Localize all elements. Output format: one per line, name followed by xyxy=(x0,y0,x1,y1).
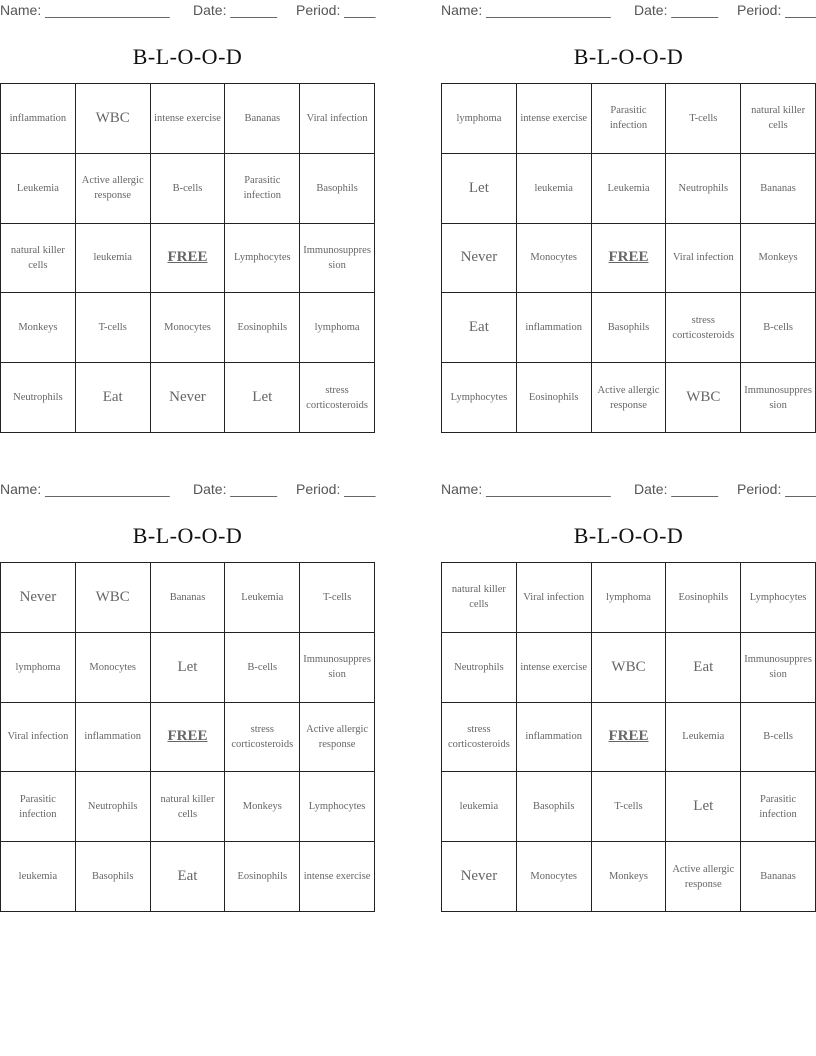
bingo-cell: lymphoma xyxy=(1,633,76,703)
bingo-cell: Monkeys xyxy=(741,224,816,294)
bingo-cell: Lymphocytes xyxy=(225,224,300,294)
card-header xyxy=(441,0,816,22)
bingo-grid xyxy=(0,83,375,433)
bingo-cell: Eat xyxy=(76,363,151,433)
name-field: Name: ________________ xyxy=(441,481,611,497)
card-header xyxy=(0,479,375,501)
bingo-card-3 xyxy=(0,479,376,885)
card-header xyxy=(0,0,375,22)
bingo-cell: Leukemia xyxy=(592,154,667,224)
bingo-cell: Bananas xyxy=(151,563,226,633)
bingo-cell: natural killer cells xyxy=(151,772,226,842)
bingo-cell: Viral infection xyxy=(1,703,76,773)
bingo-grid xyxy=(0,562,375,912)
bingo-cell: Monocytes xyxy=(151,293,226,363)
free-space: FREE xyxy=(592,703,667,773)
bingo-cell: B-cells xyxy=(741,293,816,363)
bingo-cell: Let xyxy=(666,772,741,842)
bingo-cell: Never xyxy=(442,224,517,294)
bingo-cell: leukemia xyxy=(1,842,76,912)
bingo-cell: WBC xyxy=(76,84,151,154)
bingo-cell: leukemia xyxy=(442,772,517,842)
bingo-cell: stress corticosteroids xyxy=(300,363,375,433)
bingo-cell: Eosinophils xyxy=(517,363,592,433)
date-field: Date: ______ xyxy=(634,481,719,497)
bingo-cell: intense exercise xyxy=(151,84,226,154)
bingo-cell: natural killer cells xyxy=(741,84,816,154)
bingo-cell: stress corticosteroids xyxy=(666,293,741,363)
bingo-cell: Monkeys xyxy=(592,842,667,912)
bingo-cell: inflammation xyxy=(76,703,151,773)
bingo-cell: Lymphocytes xyxy=(442,363,517,433)
bingo-cell: Let xyxy=(442,154,517,224)
bingo-cell: Active allergic response xyxy=(300,703,375,773)
period-field: Period: ____ xyxy=(296,481,376,497)
bingo-cell: Eosinophils xyxy=(225,293,300,363)
bingo-cell: Never xyxy=(1,563,76,633)
bingo-cell: Neutrophils xyxy=(442,633,517,703)
bingo-cell: intense exercise xyxy=(517,633,592,703)
bingo-cell: Immunosuppres sion xyxy=(300,633,375,703)
bingo-cell: Never xyxy=(151,363,226,433)
bingo-cell: T-cells xyxy=(300,563,375,633)
bingo-cell: Active allergic response xyxy=(76,154,151,224)
bingo-cell: B-cells xyxy=(151,154,226,224)
free-space: FREE xyxy=(592,224,667,294)
bingo-cell: Bananas xyxy=(741,842,816,912)
bingo-cell: Eosinophils xyxy=(225,842,300,912)
bingo-cell: intense exercise xyxy=(517,84,592,154)
bingo-cell: Parasitic infection xyxy=(592,84,667,154)
bingo-cell: Parasitic infection xyxy=(741,772,816,842)
bingo-cell: WBC xyxy=(592,633,667,703)
bingo-card-1 xyxy=(0,0,376,411)
bingo-cell: natural killer cells xyxy=(442,563,517,633)
bingo-cell: stress corticosteroids xyxy=(225,703,300,773)
bingo-cell: Viral infection xyxy=(517,563,592,633)
bingo-cell: B-cells xyxy=(225,633,300,703)
bingo-cell: leukemia xyxy=(76,224,151,294)
bingo-grid xyxy=(441,83,816,433)
bingo-grid xyxy=(441,562,816,912)
bingo-cell: Monocytes xyxy=(517,224,592,294)
bingo-cell: Viral infection xyxy=(300,84,375,154)
bingo-cell: inflammation xyxy=(1,84,76,154)
bingo-cell: Bananas xyxy=(741,154,816,224)
bingo-cell: Immunosuppres sion xyxy=(741,633,816,703)
card-header xyxy=(441,479,816,501)
bingo-cell: WBC xyxy=(76,563,151,633)
bingo-cell: Leukemia xyxy=(1,154,76,224)
bingo-cell: WBC xyxy=(666,363,741,433)
bingo-card-4 xyxy=(441,479,816,890)
bingo-cell: Basophils xyxy=(592,293,667,363)
bingo-cell: Leukemia xyxy=(225,563,300,633)
bingo-cell: Basophils xyxy=(76,842,151,912)
bingo-cell: Neutrophils xyxy=(76,772,151,842)
bingo-cell: intense exercise xyxy=(300,842,375,912)
bingo-cell: Bananas xyxy=(225,84,300,154)
card-title: B-L-O-O-D xyxy=(573,523,684,548)
bingo-cell: Active allergic response xyxy=(666,842,741,912)
bingo-cell: Active allergic response xyxy=(592,363,667,433)
free-space: FREE xyxy=(151,703,226,773)
bingo-cell: Monocytes xyxy=(517,842,592,912)
bingo-cell: Leukemia xyxy=(666,703,741,773)
name-field: Name: ________________ xyxy=(0,2,170,18)
bingo-cell: Let xyxy=(225,363,300,433)
date-field: Date: ______ xyxy=(193,481,278,497)
bingo-cell: Eat xyxy=(666,633,741,703)
bingo-cell: T-cells xyxy=(592,772,667,842)
bingo-cell: Neutrophils xyxy=(666,154,741,224)
bingo-cell: Lymphocytes xyxy=(300,772,375,842)
date-field: Date: ______ xyxy=(193,2,278,18)
bingo-cell: Monocytes xyxy=(76,633,151,703)
bingo-cell: Basophils xyxy=(517,772,592,842)
bingo-cell: leukemia xyxy=(517,154,592,224)
card-title: B-L-O-O-D xyxy=(132,44,243,69)
bingo-cell: stress corticosteroids xyxy=(442,703,517,773)
name-field: Name: ________________ xyxy=(0,481,170,497)
bingo-cell: Immunosuppres sion xyxy=(300,224,375,294)
bingo-cell: Never xyxy=(442,842,517,912)
date-field: Date: ______ xyxy=(634,2,719,18)
period-field: Period: ____ xyxy=(737,2,816,18)
bingo-cell: natural killer cells xyxy=(1,224,76,294)
bingo-cell: Basophils xyxy=(300,154,375,224)
bingo-cell: inflammation xyxy=(517,293,592,363)
bingo-cell: T-cells xyxy=(76,293,151,363)
bingo-cell: Let xyxy=(151,633,226,703)
period-field: Period: ____ xyxy=(737,481,816,497)
bingo-cell: Lymphocytes xyxy=(741,563,816,633)
card-title: B-L-O-O-D xyxy=(573,44,684,69)
bingo-cell: Monkeys xyxy=(225,772,300,842)
bingo-cell: Eosinophils xyxy=(666,563,741,633)
name-field: Name: ________________ xyxy=(441,2,611,18)
bingo-cell: lymphoma xyxy=(592,563,667,633)
bingo-cell: lymphoma xyxy=(442,84,517,154)
bingo-cell: Eat xyxy=(151,842,226,912)
bingo-cell: Viral infection xyxy=(666,224,741,294)
bingo-cell: Immunosuppres sion xyxy=(741,363,816,433)
period-field: Period: ____ xyxy=(296,2,376,18)
bingo-cell: B-cells xyxy=(741,703,816,773)
bingo-cell: lymphoma xyxy=(300,293,375,363)
bingo-cell: Parasitic infection xyxy=(225,154,300,224)
card-title: B-L-O-O-D xyxy=(132,523,243,548)
bingo-cell: Eat xyxy=(442,293,517,363)
bingo-cell: Monkeys xyxy=(1,293,76,363)
free-space: FREE xyxy=(151,224,226,294)
bingo-cell: T-cells xyxy=(666,84,741,154)
bingo-cell: Parasitic infection xyxy=(1,772,76,842)
bingo-card-2 xyxy=(441,0,816,411)
bingo-cell: inflammation xyxy=(517,703,592,773)
bingo-cell: Neutrophils xyxy=(1,363,76,433)
